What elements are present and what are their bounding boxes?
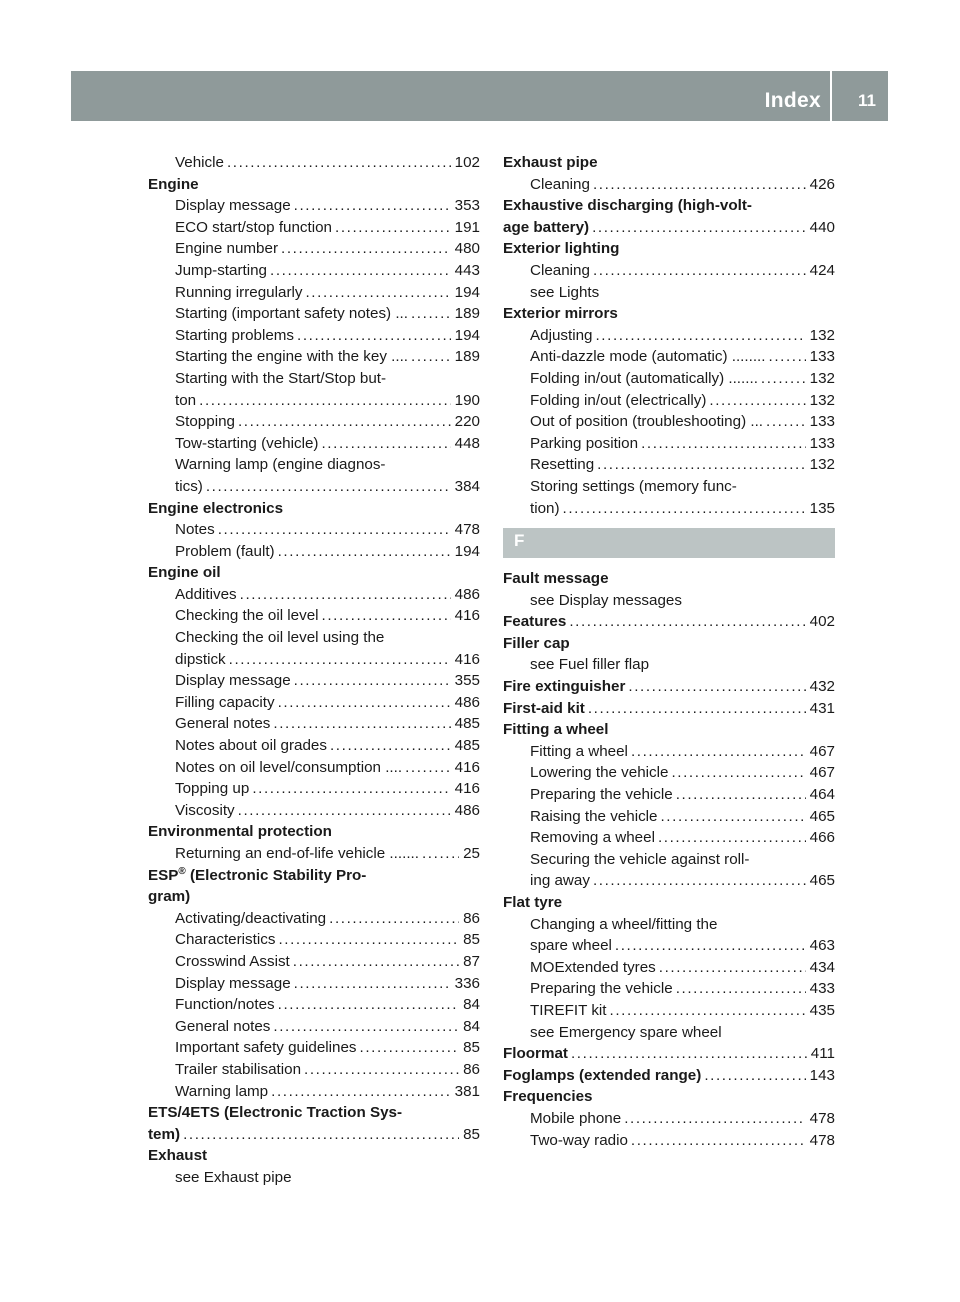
index-entry[interactable]: ing away ..... 465 — [503, 870, 835, 892]
index-heading: Frequencies — [503, 1088, 593, 1106]
index-entry[interactable]: dipstick ..... 416 — [148, 649, 480, 671]
index-entry[interactable]: Preparing the vehicle ..... 464 — [503, 784, 835, 806]
index-entry[interactable]: age battery) ..... 440 — [503, 217, 835, 239]
index-entry[interactable]: Folding in/out (automatically) ....... ..... 132 — [503, 368, 835, 390]
index-entry[interactable]: Starting (important safety notes) ... ..... 189 — [148, 303, 480, 325]
index-column-left — [148, 152, 480, 1189]
index-entry[interactable]: Raising the vehicle ..... 465 — [503, 806, 835, 828]
index-entry[interactable]: Vehicle ..... 102 — [148, 152, 480, 174]
index-heading: ESP® (Electronic Stability Pro- — [148, 865, 367, 884]
index-entry-wrap[interactable]: Starting with the Start/Stop but- — [175, 369, 387, 387]
see-reference[interactable]: see Emergency spare wheel — [530, 1023, 722, 1041]
see-reference[interactable]: see Exhaust pipe — [175, 1168, 292, 1186]
index-entry[interactable]: Mobile phone ..... 478 — [503, 1108, 835, 1130]
header-divider — [830, 71, 832, 121]
index-entry[interactable]: Filling capacity ..... 486 — [148, 692, 480, 714]
index-heading: Flat tyre — [503, 894, 563, 911]
index-entry[interactable]: spare wheel ..... 463 — [503, 935, 835, 957]
index-entry[interactable]: Problem (fault) ..... 194 — [148, 541, 480, 563]
index-heading: ETS/4ETS (Electronic Traction Sys- — [148, 1104, 403, 1122]
index-entry[interactable]: Characteristics ..... 85 — [148, 929, 480, 951]
index-entry-wrap[interactable]: Securing the vehicle against roll- — [530, 850, 750, 868]
index-heading: Fault message — [503, 570, 609, 588]
index-heading: Environmental protection — [148, 823, 332, 841]
index-entry[interactable]: Notes about oil grades ..... 485 — [148, 735, 480, 757]
index-entry[interactable]: Anti-dazzle mode (automatic) ........ ..... 133 — [503, 346, 835, 368]
index-entry[interactable]: Out of position (troubleshooting) ... ..... 133 — [503, 411, 835, 433]
index-heading: Engine oil — [148, 564, 221, 582]
index-column-right — [503, 152, 835, 1151]
index-entry[interactable]: General notes ..... 485 — [148, 713, 480, 735]
index-heading: Exterior mirrors — [503, 305, 618, 323]
section-letter: F — [514, 531, 525, 551]
index-entry[interactable]: Important safety guidelines ..... 85 — [148, 1037, 480, 1059]
index-entry[interactable]: Warning lamp ..... 381 — [148, 1081, 480, 1103]
index-entry[interactable]: Cleaning ..... 424 — [503, 260, 835, 282]
index-entry[interactable]: tion) ..... 135 — [503, 498, 835, 520]
index-heading: Exhaust pipe — [503, 154, 598, 171]
index-entry[interactable]: Activating/deactivating ..... 86 — [148, 908, 480, 930]
index-entry-wrap[interactable]: Warning lamp (engine diagnos- — [175, 456, 386, 474]
section-letter-bar — [503, 528, 835, 558]
see-reference[interactable]: see Display messages — [530, 591, 682, 609]
index-heading: Fitting a wheel — [503, 721, 609, 739]
index-entry[interactable]: Returning an end-of-life vehicle ....... ..... 25 — [148, 843, 480, 865]
index-entry[interactable]: tics) ..... 384 — [148, 476, 480, 498]
index-entry[interactable]: Tow-starting (vehicle) ..... 448 — [148, 433, 480, 455]
index-heading: gram) — [148, 888, 191, 906]
index-entry[interactable]: Two-way radio ..... 478 — [503, 1130, 835, 1152]
page-header — [71, 71, 888, 121]
see-reference[interactable]: see Fuel filler flap — [530, 656, 650, 674]
index-entry[interactable]: Starting the engine with the key .... ..... 189 — [148, 346, 480, 368]
index-entry[interactable]: Display message ..... 336 — [148, 973, 480, 995]
index-heading: Engine — [148, 175, 199, 193]
index-entry[interactable]: MOExtended tyres ..... 434 — [503, 957, 835, 979]
index-entry[interactable]: Preparing the vehicle ..... 433 — [503, 978, 835, 1000]
index-entry[interactable]: Features ..... 402 — [503, 611, 835, 633]
index-entry[interactable]: Topping up ..... 416 — [148, 778, 480, 800]
page-number: 11 — [858, 91, 876, 110]
index-entry[interactable]: Crosswind Assist ..... 87 — [148, 951, 480, 973]
index-entry[interactable]: Foglamps (extended range) ..... 143 — [503, 1065, 835, 1087]
index-entry-wrap[interactable]: Changing a wheel/fitting the — [530, 915, 718, 933]
header-title: Index — [764, 89, 821, 112]
index-entry[interactable]: Lowering the vehicle ..... 467 — [503, 762, 835, 784]
index-entry[interactable]: Folding in/out (electrically) ..... 132 — [503, 390, 835, 412]
see-reference[interactable]: see Lights — [530, 283, 600, 301]
index-heading: Exhaust — [148, 1147, 208, 1165]
index-entry[interactable]: Display message ..... 355 — [148, 670, 480, 692]
index-entry-wrap[interactable]: Checking the oil level using the — [175, 629, 385, 647]
index-entry[interactable]: Checking the oil level ..... 416 — [148, 605, 480, 627]
index-entry[interactable]: Floormat ..... 411 — [503, 1043, 835, 1065]
index-heading: Engine electronics — [148, 499, 284, 517]
index-entry[interactable]: Additives ..... 486 — [148, 584, 480, 606]
index-entry[interactable]: Parking position ..... 133 — [503, 433, 835, 455]
index-entry[interactable]: Trailer stabilisation ..... 86 — [148, 1059, 480, 1081]
index-heading: Exhaustive discharging (high-volt- — [503, 197, 752, 215]
index-entry[interactable]: Resetting ..... 132 — [503, 454, 835, 476]
index-entry[interactable]: Notes ..... 478 — [148, 519, 480, 541]
index-entry[interactable]: Viscosity ..... 486 — [148, 800, 480, 822]
index-entry[interactable]: ton ..... 190 — [148, 390, 480, 412]
index-entry[interactable]: Starting problems ..... 194 — [148, 325, 480, 347]
index-entry[interactable]: TIREFIT kit ..... 435 — [503, 1000, 835, 1022]
index-entry[interactable]: Stopping ..... 220 — [148, 411, 480, 433]
index-entry[interactable]: Engine number ..... 480 — [148, 238, 480, 260]
index-heading: Exterior lighting — [503, 240, 620, 258]
index-entry[interactable]: Adjusting ..... 132 — [503, 325, 835, 347]
index-entry[interactable]: Running irregularly ..... 194 — [148, 282, 480, 304]
index-entry[interactable]: Function/notes ..... 84 — [148, 994, 480, 1016]
index-entry[interactable]: Fire extinguisher ..... 432 — [503, 676, 835, 698]
index-entry[interactable]: Notes on oil level/consumption .... ..... 416 — [148, 757, 480, 779]
index-entry[interactable]: Removing a wheel ..... 466 — [503, 827, 835, 849]
index-entry[interactable]: General notes ..... 84 — [148, 1016, 480, 1038]
index-entry[interactable]: First-aid kit ..... 431 — [503, 698, 835, 720]
index-entry[interactable]: Cleaning ..... 426 — [503, 174, 835, 196]
index-entry[interactable]: Jump-starting ..... 443 — [148, 260, 480, 282]
index-heading: Filler cap — [503, 634, 570, 652]
index-entry[interactable]: ECO start/stop function ..... 191 — [148, 217, 480, 239]
index-entry[interactable]: Display message ..... 353 — [148, 195, 480, 217]
index-entry-wrap[interactable]: Storing settings (memory func- — [530, 477, 737, 495]
index-entry[interactable]: tem) ..... 85 — [148, 1124, 480, 1146]
index-entry[interactable]: Fitting a wheel ..... 467 — [503, 741, 835, 763]
